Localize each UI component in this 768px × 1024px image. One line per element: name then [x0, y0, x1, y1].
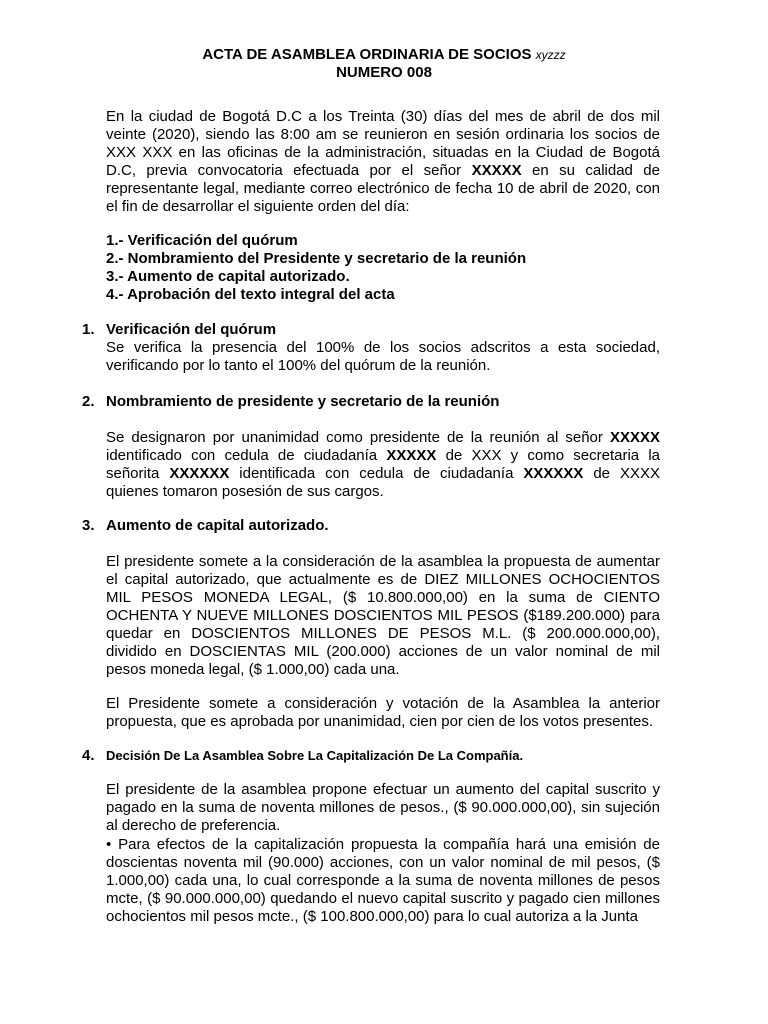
section-4-paragraph-2-text: Para efectos de la capitalización propuesta la compañía hará una emisión de doscientas noventa mil (90.000) acciones, con un valor nominal de mil pesos, ($ 1.000,00) cada una, lo cual corresponde a la suma de noventa millones de pesos mcte, ($ 90.000.000,00) quedando el nuevo capital suscrito y pagado cien millones ochocientos mil pesos mcte., ($ 100.800.000,00) para lo cual autoriza a la Junta — [106, 836, 660, 925]
section-3-paragraph-2: El Presidente somete a consideración y votación de la Asamblea la anterior propuesta, que es aprobada por unanimidad, cien por cien de los votos presentes. — [106, 695, 660, 730]
agenda-item: 3.- Aumento de capital autorizado. — [106, 268, 350, 285]
section-4-title: Decisión De La Asamblea Sobre La Capitalización De La Compañía. — [106, 748, 524, 763]
section-2-text-1: Se designaron por unanimidad como presidente de la reunión al señor — [106, 429, 610, 446]
agenda-item: 2.- Nombramiento del Presidente y secretario de la reunión — [106, 250, 527, 267]
document-number: NUMERO 008 — [336, 64, 432, 81]
section-3-title: Aumento de capital autorizado. — [106, 517, 329, 534]
agenda-item: 1.- Verificación del quórum — [106, 232, 298, 249]
section-4-paragraph-2 — [106, 836, 660, 926]
section-3-heading — [82, 517, 672, 535]
intro-text-1: En la ciudad de Bogotá D.C a los Treinta (30) días del mes de abril de dos mil veinte (2020), siendo las 8:00 am se reunieron en sesión ordinaria los socios de XXX XXX en las oficinas de la administración, situadas en la Ciudad de Bogotá D.C, previa convocatoria efectuada por el señor — [106, 108, 660, 179]
section-2-number: 2. — [82, 393, 95, 410]
bullet-icon: • — [106, 836, 112, 853]
section-2-text-4: identificada con cedula de ciudadanía — [229, 465, 524, 482]
section-2-title: Nombramiento de presidente y secretario de la reunión — [106, 393, 500, 410]
section-4-paragraph-1: El presidente de la asamblea propone efectuar un aumento del capital suscrito y pagado en la suma de noventa millones de pesos., ($ 90.000.000,00), sin sujeción al derecho de preferencia. — [106, 781, 660, 834]
secretary-id-placeholder: XXXXXX — [523, 465, 584, 482]
section-2-text-5: de XXXX quienes tomaron posesión de sus cargos. — [106, 465, 660, 500]
agenda-list — [106, 232, 526, 304]
section-1-text: Se verifica la presencia del 100% de los socios adscritos a esta sociedad, verificando por lo tanto el 100% del quórum de la reunión. — [106, 339, 660, 374]
intro-text-2: en su calidad de representante legal, mediante correo electrónico de fecha 10 de abril de 2020, con el fin de desarrollar el siguiente orden del día: — [106, 162, 660, 215]
section-4-heading — [82, 747, 672, 765]
president-id-placeholder: XXXXX — [386, 447, 437, 464]
secretary-placeholder: XXXXXX — [169, 465, 230, 482]
agenda-item: 4.- Aprobación del texto integral del acta — [106, 286, 395, 303]
intro-paragraph — [106, 108, 660, 216]
intro-placeholder-name: XXXXX — [471, 162, 522, 179]
section-2-text-2: identificado con cedula de ciudadanía — [106, 447, 387, 464]
section-1-title: Verificación del quórum — [106, 321, 277, 338]
section-2-heading — [82, 393, 672, 411]
section-1-heading — [82, 321, 672, 339]
document-title — [0, 46, 768, 64]
section-2-text-3: de XXX y como secretaria la señorita — [106, 447, 660, 482]
title-main: ACTA DE ASAMBLEA ORDINARIA DE SOCIOS — [202, 46, 532, 63]
president-placeholder: XXXXX — [609, 429, 660, 446]
section-3-paragraph-1: El presidente somete a la consideración de la asamblea la propuesta de aumentar el capital autorizado, que actualmente es de DIEZ MILLONES OCHOCIENTOS MIL PESOS MONEDA LEGAL, ($ 10.800.000,00) en la suma de CIENTO OCHENTA Y NUEVE MILLONES DOSCIENTOS MIL PESOS ($189.200.000) para quedar en DOSCIENTOS MILLONES DE PESOS M.L. ($ 200.000.000,00), dividido en DOSCIENTAS MIL (200.000) acciones de un valor nominal de mil pesos moneda legal, ($ 1.000,00) cada una. — [106, 553, 660, 678]
section-2-text — [106, 429, 660, 501]
section-3-number: 3. — [82, 517, 95, 534]
section-4-number: 4. — [82, 747, 95, 764]
section-1-number: 1. — [82, 321, 95, 338]
title-suffix: xyzzz — [535, 48, 566, 62]
